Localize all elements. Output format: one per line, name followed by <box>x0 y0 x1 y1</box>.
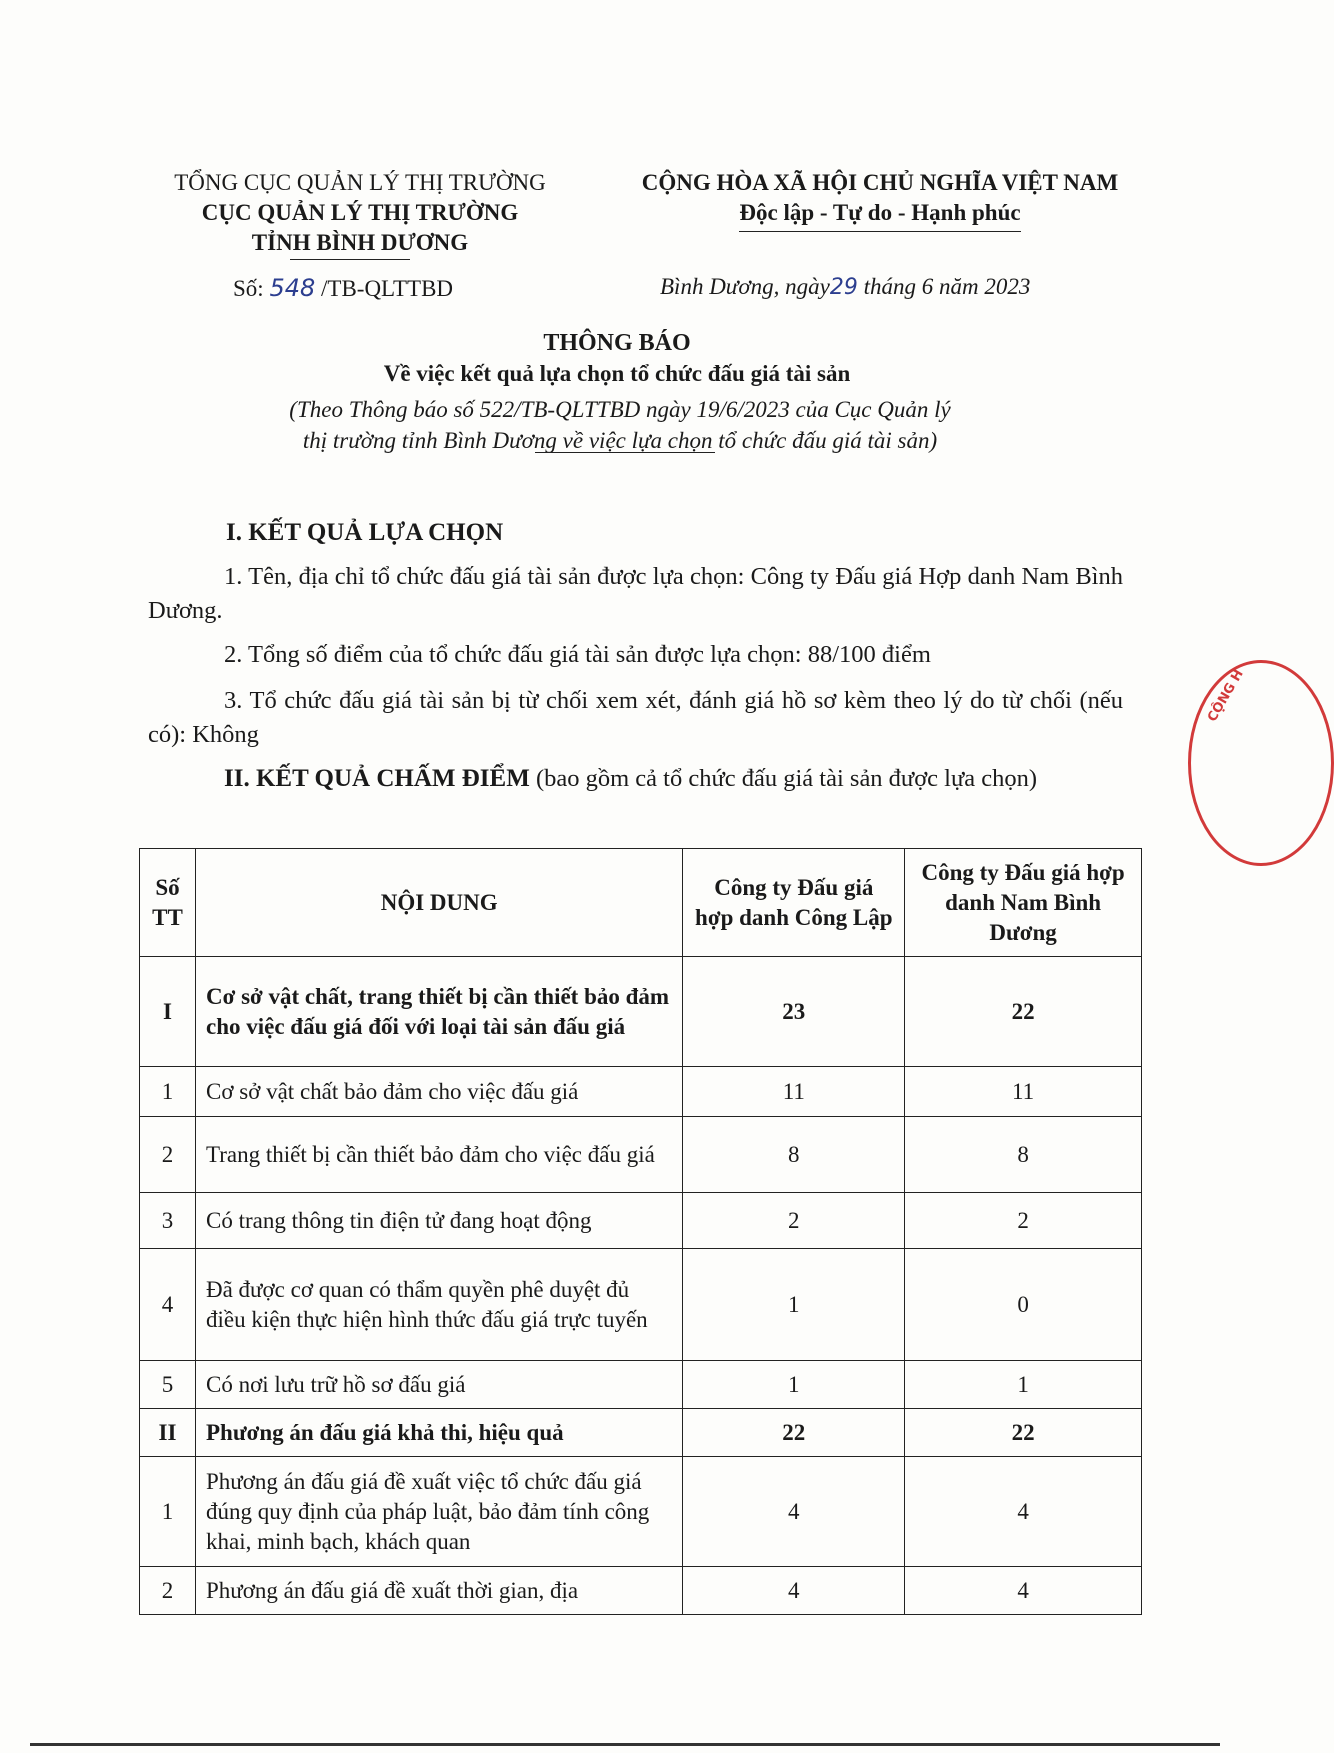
table-row <box>140 1067 1142 1117</box>
cell-score-b: 4 <box>905 1457 1142 1567</box>
parent-agency: TỔNG CỤC QUẢN LÝ THỊ TRƯỜNG <box>174 170 546 195</box>
table-row <box>140 1361 1142 1409</box>
cell-score-a: 4 <box>683 1457 905 1567</box>
cell-content: Đã được cơ quan có thẩm quyền phê duyệt đủ điều kiện thực hiện hình thức đấu giá trực tuyến <box>195 1249 682 1361</box>
document-title: THÔNG BÁO <box>543 330 691 356</box>
cell-score-b: 1 <box>905 1361 1142 1409</box>
agency-header <box>140 168 580 258</box>
cell-score-b: 8 <box>905 1117 1142 1193</box>
seal-text: CỘNG H <box>1205 667 1247 725</box>
cell-stt: I <box>140 957 196 1067</box>
header-company-a: Công ty Đấu giá hợp danh Công Lập <box>683 849 905 957</box>
cell-content: Cơ sở vật chất, trang thiết bị cần thiết bảo đảm cho việc đấu giá đối với loại tài sản đấu giá <box>195 957 682 1067</box>
section-1-item-3: 3. Tổ chức đấu giá tài sản bị từ chối xem xét, đánh giá hồ sơ kèm theo lý do từ chối (nếu có): Không <box>148 687 1123 748</box>
cell-score-a: 22 <box>683 1409 905 1457</box>
page-bottom-rule <box>30 1743 1220 1746</box>
place-date <box>660 274 1030 300</box>
table-row <box>140 1457 1142 1567</box>
agency-name-2: TỈNH BÌNH DƯƠNG <box>251 230 469 255</box>
cell-score-a: 1 <box>683 1361 905 1409</box>
table-row <box>140 1193 1142 1249</box>
cell-stt: 2 <box>140 1567 196 1615</box>
table-row <box>140 1249 1142 1361</box>
place-prefix: Bình Dương, ngày <box>660 274 830 299</box>
cell-content: Có trang thông tin điện tử đang hoạt động <box>195 1193 682 1249</box>
cell-score-a: 1 <box>683 1249 905 1361</box>
cell-stt: 4 <box>140 1249 196 1361</box>
score-table <box>139 848 1142 1615</box>
cell-score-a: 8 <box>683 1117 905 1193</box>
document-subtitle: Về việc kết quả lựa chọn tổ chức đấu giá tài sản <box>383 361 851 386</box>
cell-stt: 1 <box>140 1457 196 1567</box>
table-row <box>140 1409 1142 1457</box>
cell-content: Phương án đấu giá khả thi, hiệu quả <box>195 1409 682 1457</box>
cell-score-b: 0 <box>905 1249 1142 1361</box>
section-2-note: (bao gồm cả tổ chức đấu giá tài sản được lựa chọn) <box>529 765 1038 792</box>
date-day-handwritten: 29 <box>829 275 858 300</box>
reference-line-1: (Theo Thông báo số 522/TB-QLTTBD ngày 19/6/2023 của Cục Quản lý <box>289 397 951 422</box>
doc-no-suffix: /TB-QLTTBD <box>315 276 454 301</box>
table-row <box>140 1567 1142 1615</box>
agency-underline <box>290 259 410 260</box>
cell-score-a: 23 <box>683 957 905 1067</box>
cell-stt: 1 <box>140 1067 196 1117</box>
doc-no-handwritten: 548 <box>269 274 316 302</box>
cell-content: Có nơi lưu trữ hồ sơ đấu giá <box>195 1361 682 1409</box>
doc-no-prefix: Số: <box>233 276 270 301</box>
section-1-heading: I. KẾT QUẢ LỰA CHỌN <box>226 519 504 546</box>
table-header-row <box>140 849 1142 957</box>
header-company-b: Công ty Đấu giá hợp danh Nam Bình Dương <box>905 849 1142 957</box>
section-1-item-1: 1. Tên, địa chỉ tổ chức đấu giá tài sản được lựa chọn: Công ty Đấu giá Hợp danh Nam Bình Dương. <box>148 563 1123 624</box>
cell-score-b: 22 <box>905 957 1142 1067</box>
header-stt: Số TT <box>140 849 196 957</box>
title-divider <box>535 452 715 453</box>
cell-content: Trang thiết bị cần thiết bảo đảm cho việc đấu giá <box>195 1117 682 1193</box>
cell-stt: II <box>140 1409 196 1457</box>
cell-score-b: 4 <box>905 1567 1142 1615</box>
cell-score-b: 2 <box>905 1193 1142 1249</box>
place-suffix: tháng 6 năm 2023 <box>857 274 1031 299</box>
table-row <box>140 1117 1142 1193</box>
document-number <box>233 274 453 302</box>
country-name: CỘNG HÒA XÃ HỘI CHỦ NGHĨA VIỆT NAM <box>641 170 1119 195</box>
cell-content: Phương án đấu giá đề xuất việc tổ chức đấu giá đúng quy định của pháp luật, bảo đảm tính công khai, minh bạch, khách quan <box>195 1457 682 1567</box>
cell-content: Cơ sở vật chất bảo đảm cho việc đấu giá <box>195 1067 682 1117</box>
header-content: NỘI DUNG <box>195 849 682 957</box>
cell-score-a: 4 <box>683 1567 905 1615</box>
table-row <box>140 957 1142 1067</box>
agency-name-1: CỤC QUẢN LÝ THỊ TRƯỜNG <box>201 200 519 225</box>
reference-note <box>200 394 1040 456</box>
cell-stt: 2 <box>140 1117 196 1193</box>
section-2-heading <box>148 762 1123 796</box>
section-2-title: II. KẾT QUẢ CHẤM ĐIỂM <box>224 765 530 792</box>
section-1-item-2: 2. Tổng số điểm của tổ chức đấu giá tài sản được lựa chọn: 88/100 điểm <box>224 641 931 668</box>
cell-content: Phương án đấu giá đề xuất thời gian, địa <box>195 1567 682 1615</box>
cell-stt: 3 <box>140 1193 196 1249</box>
cell-score-a: 2 <box>683 1193 905 1249</box>
cell-score-b: 11 <box>905 1067 1142 1117</box>
cell-score-b: 22 <box>905 1409 1142 1457</box>
cell-stt: 5 <box>140 1361 196 1409</box>
cell-score-a: 11 <box>683 1067 905 1117</box>
national-motto: Độc lập - Tự do - Hạnh phúc <box>739 198 1020 232</box>
reference-line-2: thị trường tỉnh Bình Dương về việc lựa chọn tổ chức đấu giá tài sản) <box>302 428 938 453</box>
red-seal <box>1188 660 1334 866</box>
national-header <box>600 168 1160 232</box>
